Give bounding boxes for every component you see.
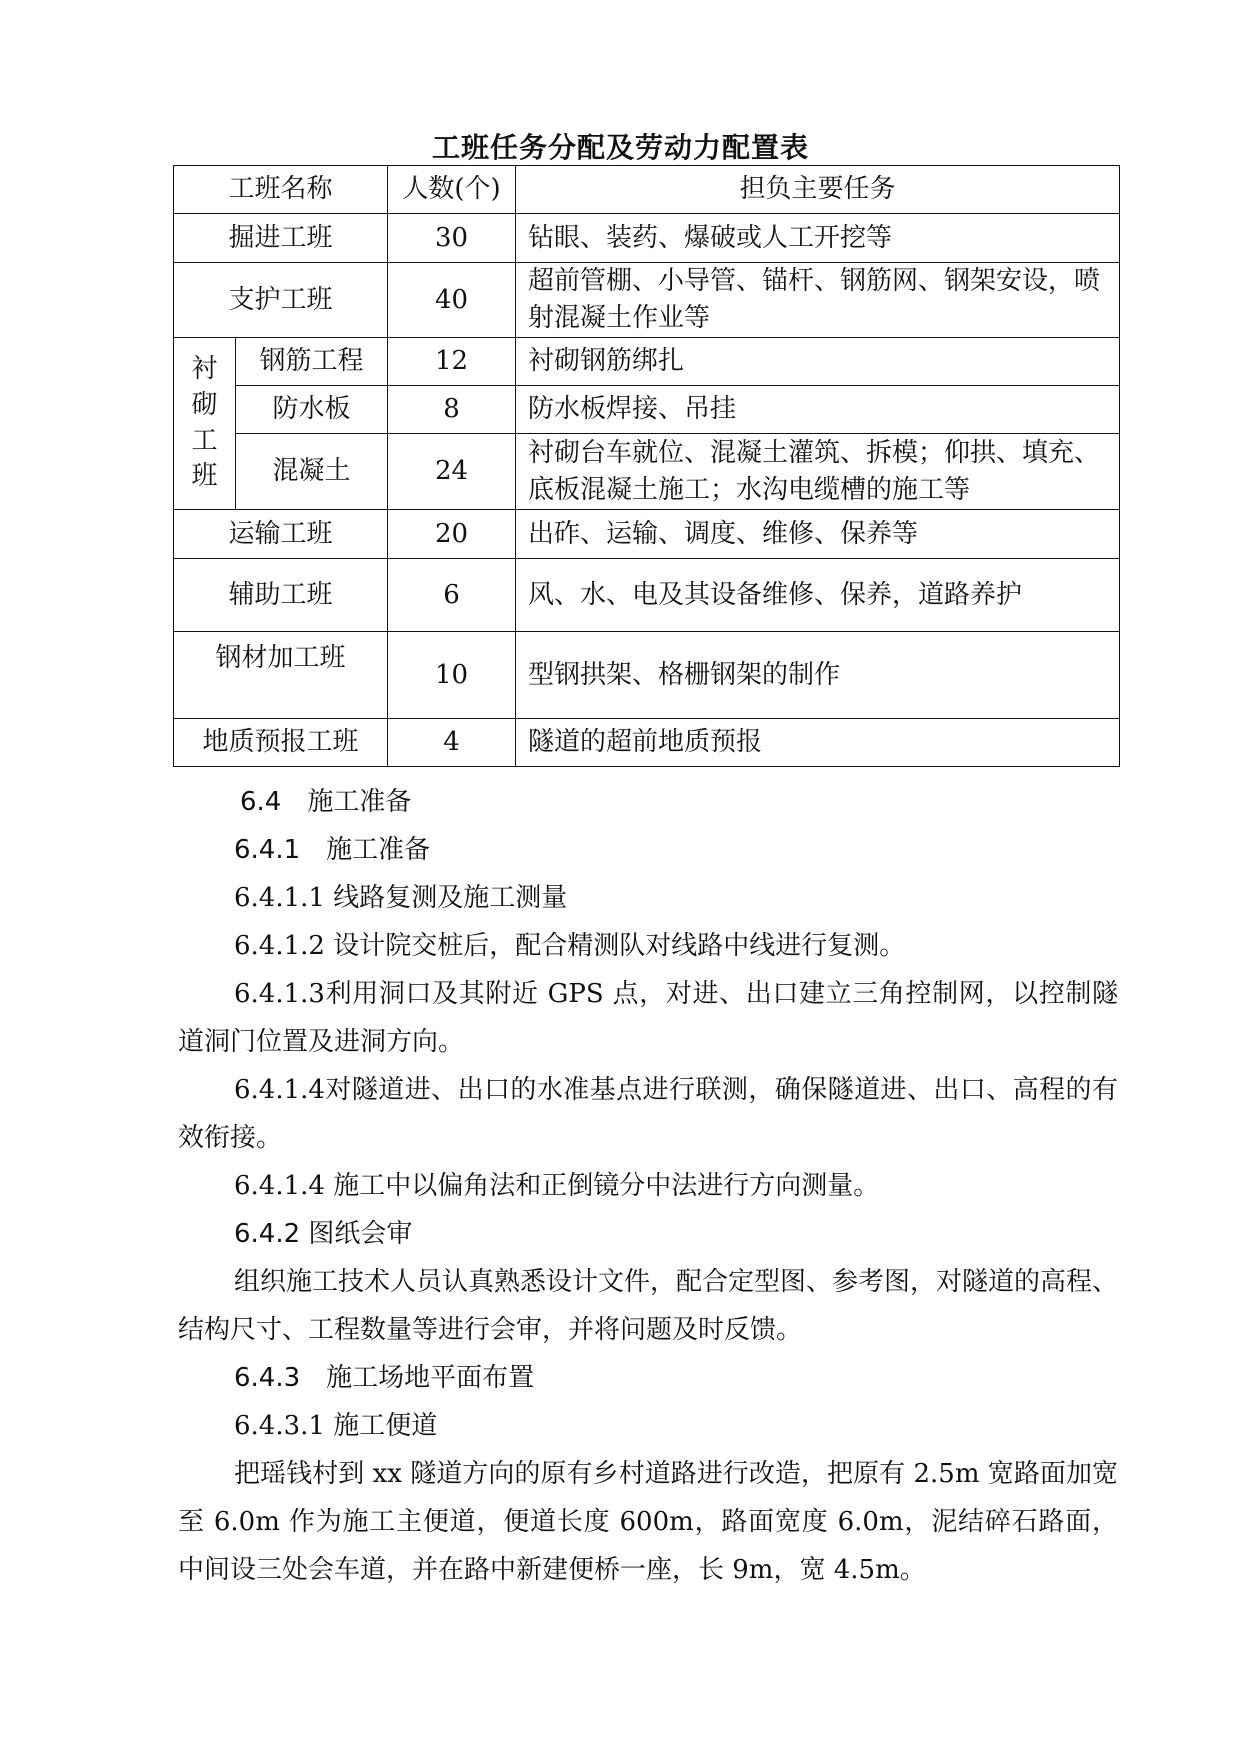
team-task: 型钢拱架、格栅钢架的制作	[516, 632, 1120, 719]
document-body	[178, 778, 1118, 1594]
lining-team-group-label	[174, 338, 236, 510]
team-count: 10	[388, 632, 516, 719]
team-count: 8	[388, 386, 516, 434]
team-task: 风、水、电及其设备维修、保养，道路养护	[516, 559, 1120, 632]
table-title: 工班任务分配及劳动力配置表	[431, 131, 809, 164]
team-task: 钻眼、装药、爆破或人工开挖等	[516, 214, 1120, 263]
paragraph: 把瑶钱村到 xx 隧道方向的原有乡村道路进行改造，把原有 2.5m 宽路面加宽至 6.0m 作为施工主便道，便道长度 600m，路面宽度 6.0m，泥结碎石路面，中间设三处会车道，并在路中新建便桥一座，长 9m，宽 4.5m。	[178, 1459, 1118, 1585]
team-count: 6	[388, 559, 516, 632]
team-task: 衬砌台车就位、混凝土灌筑、拆模；仰拱、填充、底板混凝土施工；水沟电缆槽的施工等	[516, 434, 1120, 510]
table-row	[174, 719, 1120, 767]
group-label-char: 工	[191, 425, 218, 456]
table-row	[174, 559, 1120, 632]
team-count: 24	[388, 434, 516, 510]
team-count: 12	[388, 338, 516, 386]
team-task: 出砟、运输、调度、维修、保养等	[516, 510, 1120, 559]
table-row	[174, 386, 1120, 434]
team-count: 40	[388, 263, 516, 338]
team-name: 辅助工班	[174, 559, 388, 632]
team-task: 防水板焊接、吊挂	[516, 386, 1120, 434]
section-heading-6-4-2: 6.4.2 图纸会审	[234, 1219, 413, 1249]
team-name: 掘进工班	[174, 214, 388, 263]
paragraph: 6.4.1.4对隧道进、出口的水准基点进行联测，确保隧道进、出口、高程的有效衔接。	[178, 1075, 1118, 1153]
team-count: 4	[388, 719, 516, 767]
paragraph: 6.4.3.1 施工便道	[234, 1411, 438, 1441]
team-name: 支护工班	[174, 263, 388, 338]
header-task: 担负主要任务	[516, 166, 1120, 214]
header-team-name: 工班名称	[174, 166, 388, 214]
table-row	[174, 632, 1120, 719]
staff-table	[173, 165, 1120, 767]
paragraph: 6.4.1.3利用洞口及其附近 GPS 点，对进、出口建立三角控制网，以控制隧道洞门位置及进洞方向。	[178, 979, 1118, 1057]
team-task: 超前管棚、小导管、锚杆、钢筋网、钢架安设，喷射混凝土作业等	[516, 263, 1120, 338]
team-name: 钢材加工班	[174, 632, 388, 719]
paragraph: 6.4.1.1 线路复测及施工测量	[234, 883, 568, 913]
team-name: 地质预报工班	[174, 719, 388, 767]
team-name: 混凝土	[236, 434, 388, 510]
team-task: 隧道的超前地质预报	[516, 719, 1120, 767]
table-row	[174, 338, 1120, 386]
header-count: 人数(个)	[388, 166, 516, 214]
table-header-row	[174, 166, 1120, 214]
section-heading-6-4-1: 6.4.1 施工准备	[234, 835, 431, 865]
team-name: 防水板	[236, 386, 388, 434]
group-label-char: 班	[191, 461, 218, 492]
team-task: 衬砌钢筋绑扎	[516, 338, 1120, 386]
table-row	[174, 434, 1120, 510]
team-count: 30	[388, 214, 516, 263]
section-heading-6-4-3: 6.4.3 施工场地平面布置	[234, 1363, 535, 1393]
group-label-char: 砌	[191, 389, 218, 420]
group-label-char: 衬	[191, 353, 218, 384]
section-heading-6-4: 6.4 施工准备	[240, 787, 412, 817]
team-name: 钢筋工程	[236, 338, 388, 386]
table-row	[174, 263, 1120, 338]
table-row	[174, 510, 1120, 559]
paragraph: 6.4.1.2 设计院交桩后，配合精测队对线路中线进行复测。	[234, 931, 906, 961]
paragraph: 6.4.1.4 施工中以偏角法和正倒镜分中法进行方向测量。	[234, 1171, 880, 1201]
team-count: 20	[388, 510, 516, 559]
paragraph: 组织施工技术人员认真熟悉设计文件，配合定型图、参考图，对隧道的高程、结构尺寸、工程数量等进行会审，并将问题及时反馈。	[178, 1267, 1119, 1345]
table-row	[174, 214, 1120, 263]
team-name: 运输工班	[174, 510, 388, 559]
